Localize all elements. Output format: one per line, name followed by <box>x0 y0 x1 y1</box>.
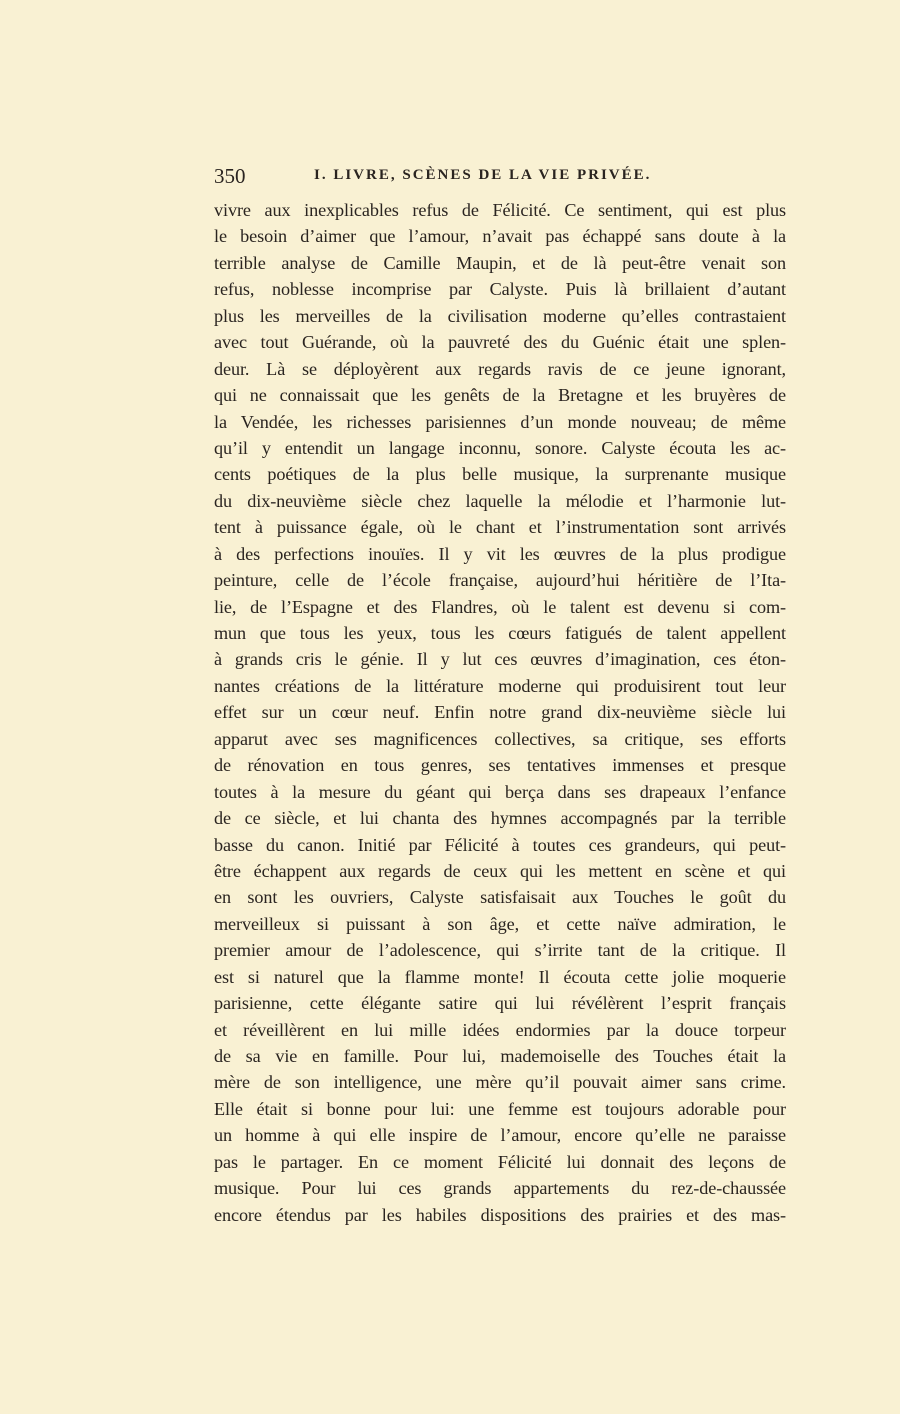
text-line: parisienne, cette élégante satire qui lui révélèrent l’esprit français <box>214 993 786 1014</box>
text-line: mère de son intelligence, une mère qu’il pouvait aimer sans crime. <box>214 1072 786 1093</box>
text-line: de rénovation en tous genres, ses tentatives immenses et presque <box>214 755 786 776</box>
text-line: cents poétiques de la plus belle musique, la surprenante musique <box>214 464 786 485</box>
text-line: lie, de l’Espagne et des Flandres, où le talent est devenu si com- <box>214 596 786 617</box>
text-line: qui ne connaissait que les genêts de la Bretagne et les bruyères de <box>214 385 786 406</box>
text-line: tent à puissance égale, où le chant et l’instrumentation sont arrivés <box>214 517 786 538</box>
text-line: refus, noblesse incomprise par Calyste. Puis là brillaient d’autant <box>214 279 786 300</box>
text-line: être échappent aux regards de ceux qui les mettent en scène et qui <box>214 860 786 881</box>
text-line: le besoin d’aimer que l’amour, n’avait pas échappé sans doute à la <box>214 226 786 247</box>
text-line: avec tout Guérande, où la pauvreté des du Guénic était une splen- <box>214 332 786 353</box>
text-line: du dix-neuvième siècle chez laquelle la mélodie et l’harmonie lut- <box>214 490 786 511</box>
text-line: à grands cris le génie. Il y lut ces œuvres d’imagination, ces éton- <box>214 649 786 670</box>
text-line: toutes à la mesure du géant qui berça dans ses drapeaux l’enfance <box>214 781 786 802</box>
text-line: qu’il y entendit un langage inconnu, sonore. Calyste écouta les ac- <box>214 437 786 458</box>
text-line: premier amour de l’adolescence, qui s’irrite tant de la critique. Il <box>214 940 786 961</box>
text-line: plus les merveilles de la civilisation moderne qu’elles contrastaient <box>214 305 786 326</box>
text-line: est si naturel que la flamme monte! Il écouta cette jolie moquerie <box>214 966 786 987</box>
text-line: un homme à qui elle inspire de l’amour, encore qu’elle ne paraisse <box>214 1125 786 1146</box>
text-line: en sont les ouvriers, Calyste satisfaisait aux Touches le goût du <box>214 887 786 908</box>
text-line: encore étendus par les habiles dispositions des prairies et des mas- <box>214 1204 786 1225</box>
text-line: peinture, celle de l’école française, aujourd’hui héritière de l’Ita- <box>214 570 786 591</box>
page-header <box>214 164 786 192</box>
page-number: 350 <box>214 164 246 188</box>
text-line: effet sur un cœur neuf. Enfin notre grand dix-neuvième siècle lui <box>214 702 786 723</box>
text-line: deur. Là se déployèrent aux regards ravis de ce jeune ignorant, <box>214 358 786 379</box>
text-line: terrible analyse de Camille Maupin, et de là peut-être venait son <box>214 252 786 273</box>
text-line: Elle était si bonne pour lui: une femme est toujours adorable pour <box>214 1098 786 1119</box>
running-title: I. LIVRE, SCÈNES DE LA VIE PRIVÉE. <box>314 167 652 183</box>
text-line: basse du canon. Initié par Félicité à toutes ces grandeurs, qui peut- <box>214 834 786 855</box>
text-line: musique. Pour lui ces grands appartements du rez-de-chaussée <box>214 1178 786 1199</box>
body-text <box>214 197 786 1228</box>
text-line: de sa vie en famille. Pour lui, mademoiselle des Touches était la <box>214 1046 786 1066</box>
text-line: mun que tous les yeux, tous les cœurs fatigués de talent appellent <box>214 623 786 643</box>
text-line: à des perfections inouïes. Il y vit les œuvres de la plus prodigue <box>214 543 786 564</box>
text-line: de ce siècle, et lui chanta des hymnes accompagnés par la terrible <box>214 808 786 829</box>
text-line: nantes créations de la littérature moderne qui produisirent tout leur <box>214 675 786 696</box>
text-line: la Vendée, les richesses parisiennes d’un monde nouveau; de même <box>214 411 786 432</box>
text-line: apparut avec ses magnificences collectives, sa critique, ses efforts <box>214 728 786 749</box>
text-line: et réveillèrent en lui mille idées endormies par la douce torpeur <box>214 1019 786 1040</box>
text-line: vivre aux inexplicables refus de Félicité. Ce sentiment, qui est plus <box>214 200 786 220</box>
text-line: merveilleux si puissant à son âge, et cette naïve admiration, le <box>214 913 786 934</box>
text-line: pas le partager. En ce moment Félicité lui donnait des leçons de <box>214 1151 786 1172</box>
